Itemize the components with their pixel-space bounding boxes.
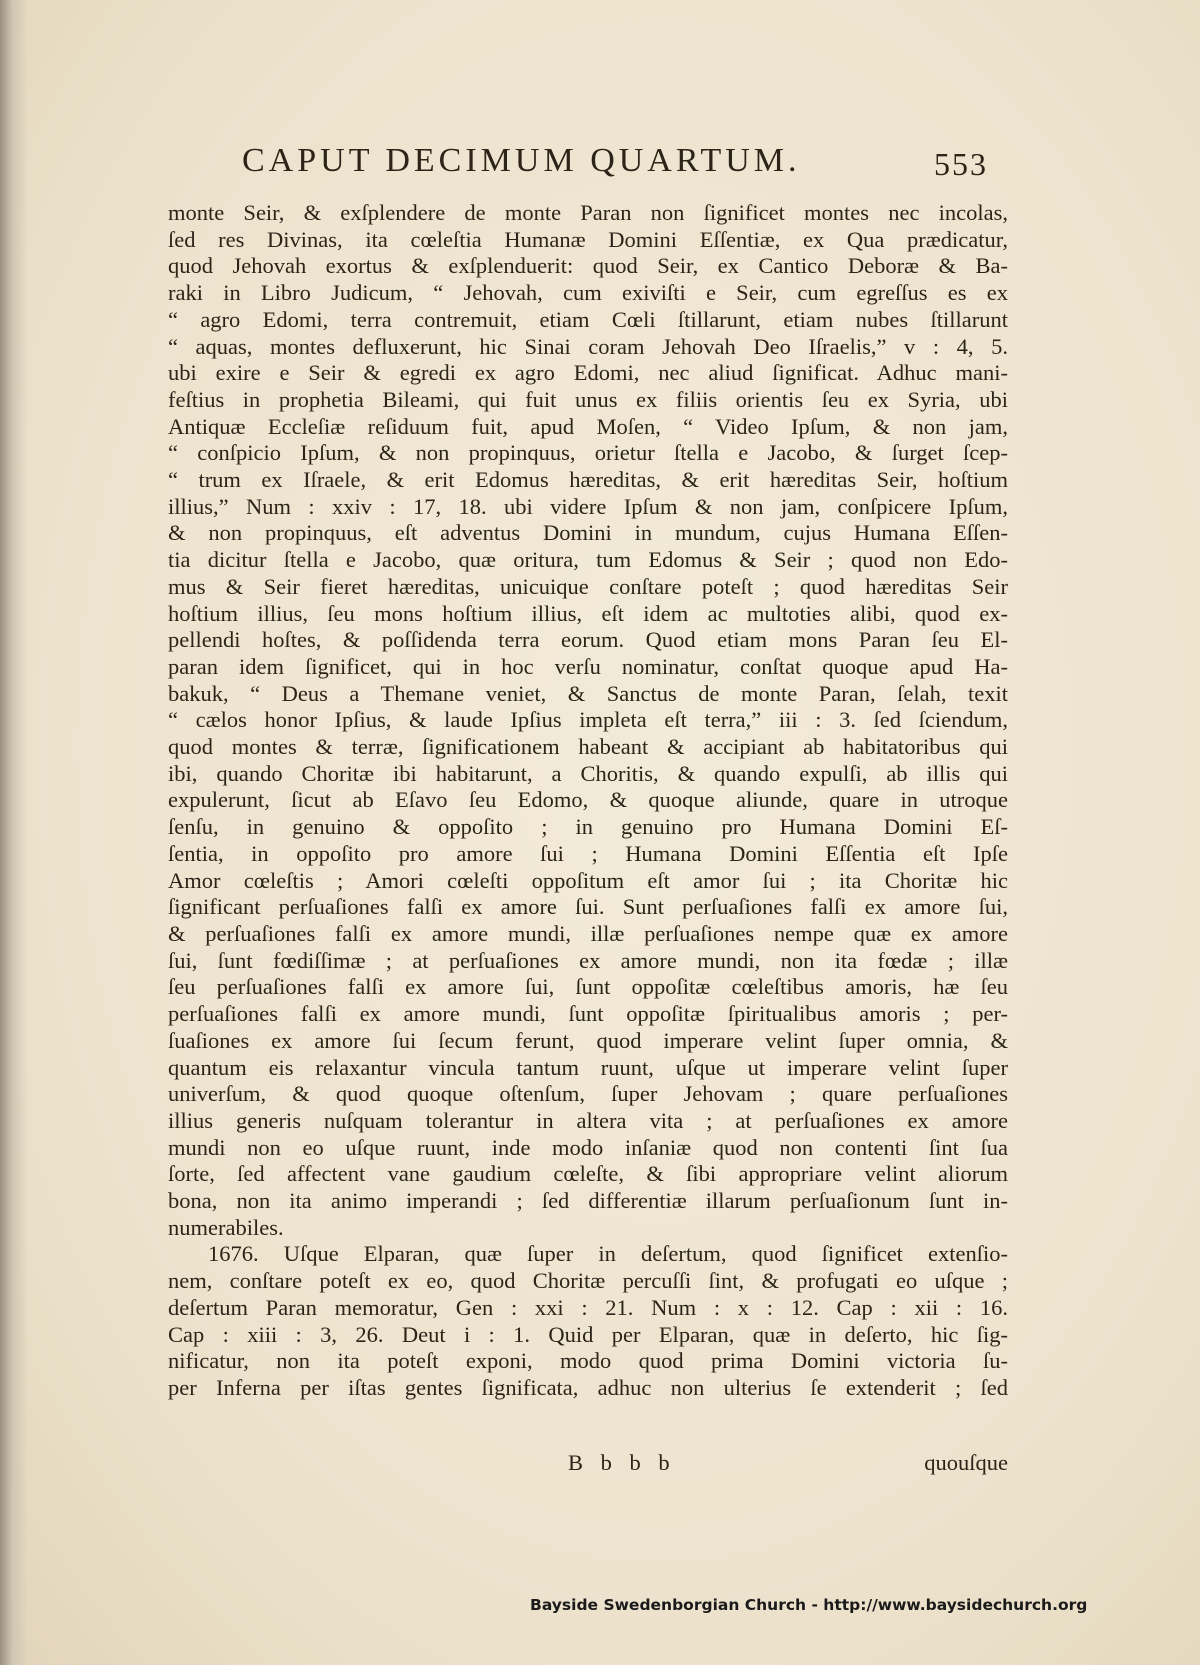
text-line: Antiquæ Eccleſiæ reſiduum fuit, apud Moſen, “ Video Ipſum, & non jam, [168,413,1008,439]
page-header [0,142,1200,190]
text-line: illius generis nuſquam tolerantur in altera vita ; at perſuaſiones ex amore [168,1107,1008,1133]
text-line: Cap : xiii : 3, 26. Deut i : 1. Quid per Elparan, quæ in deſerto, hic ſig- [168,1321,1008,1347]
text-line: bakuk, “ Deus a Themane veniet, & Sanctus de monte Paran, ſelah, texit [168,680,1008,706]
text-line: nificatur, non ita poteſt exponi, modo quod prima Domini victoria ſu- [168,1348,1008,1374]
text-line: ſeu perſuaſiones falſi ex amore ſui, ſunt oppoſitæ cœleſtibus amoris, hæ ſeu [168,974,1008,1000]
text-line: quod Jehovah exortus & exſplenduerit: quod Seir, ex Cantico Deboræ & Ba- [168,253,1008,279]
text-line: “ aquas, montes defluxerunt, hic Sinai coram Jehovah Deo Iſraelis,” v : 4, 5. [168,333,1008,359]
text-line: ibi, quando Choritæ ibi habitarunt, a Choritis, & quando expulſi, ab illis qui [168,760,1008,786]
text-line: “ cælos honor Ipſius, & laude Ipſius impleta eſt terra,” iii : 3. ſed ſciendum, [168,707,1008,733]
text-line: feſtius in prophetia Bileami, qui fuit unus ex filiis orientis ſeu ex Syria, ubi [168,386,1008,412]
text-line: quod montes & terræ, ſignificationem habeant & accipiant ab habitatoribus qui [168,734,1008,760]
text-line: ſui, ſunt fœdiſſimæ ; at perſuaſiones ex amore mundi, non ita fœdæ ; illæ [168,947,1008,973]
text-line: ſorte, ſed affectent vane gaudium cœleſte, & ſibi appropriare velint aliorum [168,1161,1008,1187]
text-line: 1676. Uſque Elparan, quæ ſuper in deſertum, quod ſignificet extenſio- [208,1241,1008,1267]
text-line: illius,” Num : xxiv : 17, 18. ubi videre Ipſum & non jam, conſpicere Ipſum, [168,493,1008,519]
text-line: nem, conſtare poteſt ex eo, quod Choritæ percuſſi ſint, & profugati eo uſque ; [168,1268,1008,1294]
body-text [168,200,1008,1402]
text-line: ſenſu, in genuino & oppoſito ; in genuino pro Humana Domini Eſ- [168,814,1008,840]
text-line: perſuaſiones falſi ex amore mundi, ſunt oppoſitæ ſpiritualibus amoris ; per- [168,1001,1008,1027]
text-line: & perſuaſiones falſi ex amore mundi, illæ perſuaſiones nempe quæ ex amore [168,920,1008,946]
text-line: deſertum Paran memoratur, Gen : xxi : 21. Num : x : 12. Cap : xii : 16. [168,1294,1008,1320]
text-line: “ conſpicio Ipſum, & non propinquus, orietur ſtella e Jacobo, & ſurget ſcep- [168,440,1008,466]
text-line: pellendi hoſtes, & poſſidenda terra eorum. Quod etiam mons Paran ſeu El- [168,627,1008,653]
text-line: per Inferna per iſtas gentes ſignificata, adhuc non ulterius ſe extenderit ; ſed [168,1374,1008,1400]
text-line: univerſum, & quod quoque oſtenſum, ſuper Jehovam ; quare perſuaſiones [168,1081,1008,1107]
page-footer [168,1450,1008,1480]
text-line: ſed res Divinas, ita cœleſtia Humanæ Domini Eſſentiæ, ex Qua prædicatur, [168,226,1008,252]
text-line: expulerunt, ſicut ab Eſavo ſeu Edomo, & quoque aliunde, quare in utroque [168,787,1008,813]
binding-shadow [0,0,28,1665]
text-line: bona, non ita animo imperandi ; ſed differentiæ illarum perſuaſionum ſunt in- [168,1188,1008,1214]
text-line: quantum eis relaxantur vincula tantum ruunt, uſque ut imperare velint ſuper [168,1054,1008,1080]
text-line: monte Seir, & exſplendere de monte Paran non ſignificet montes nec incolas, [168,200,1008,225]
running-title: CAPUT DECIMUM QUARTUM. [242,142,801,179]
text-line: raki in Libro Judicum, “ Jehovah, cum exiviſti e Seir, cum egreſſus es ex [168,280,1008,306]
text-line: tia dicitur ſtella e Jacobo, quæ oritura, tum Edomus & Seir ; quod non Edo- [168,547,1008,573]
text-line: “ agro Edomi, terra contremuit, etiam Cœli ſtillarunt, etiam nubes ſtillarunt [168,306,1008,332]
text-line: ſuaſiones ex amore ſui ſecum ferunt, quod imperare velint ſuper omnia, & [168,1027,1008,1053]
catchword: quouſque [924,1450,1008,1475]
text-line: ſentia, in oppoſito pro amore ſui ; Humana Domini Eſſentia eſt Ipſe [168,840,1008,866]
text-line: mundi non eo uſque ruunt, inde modo inſaniæ quod non contenti ſint ſua [168,1134,1008,1160]
text-line: mus & Seir fieret hæreditas, unicuique conſtare poteſt ; quod hæreditas Seir [168,573,1008,599]
text-line: & non propinquus, eſt adventus Domini in mundum, cujus Humana Eſſen- [168,520,1008,546]
text-line: numerabiles. [168,1214,284,1240]
text-line: ſignificant perſuaſiones falſi ex amore ſui. Sunt perſuaſiones falſi ex amore ſui, [168,894,1008,920]
text-line: “ trum ex Iſraele, & erit Edomus hæreditas, & erit hæreditas Seir, hoſtium [168,467,1008,493]
watermark-credit: Bayside Swedenborgian Church - http://www.baysidechurch.org [530,1596,1088,1614]
page-number: 553 [934,146,988,182]
text-line: Amor cœleſtis ; Amori cœleſti oppoſitum eſt amor ſui ; ita Choritæ hic [168,867,1008,893]
text-line: paran idem ſignificet, qui in hoc verſu nominatur, conſtat quoque apud Ha- [168,653,1008,679]
text-line: hoſtium illius, ſeu mons hoſtium illius, eſt idem ac multoties alibi, quod ex- [168,600,1008,626]
signature-mark: B b b b [568,1450,676,1475]
text-line: ubi exire e Seir & egredi ex agro Edomi, nec aliud ſignificat. Adhuc mani- [168,360,1008,386]
